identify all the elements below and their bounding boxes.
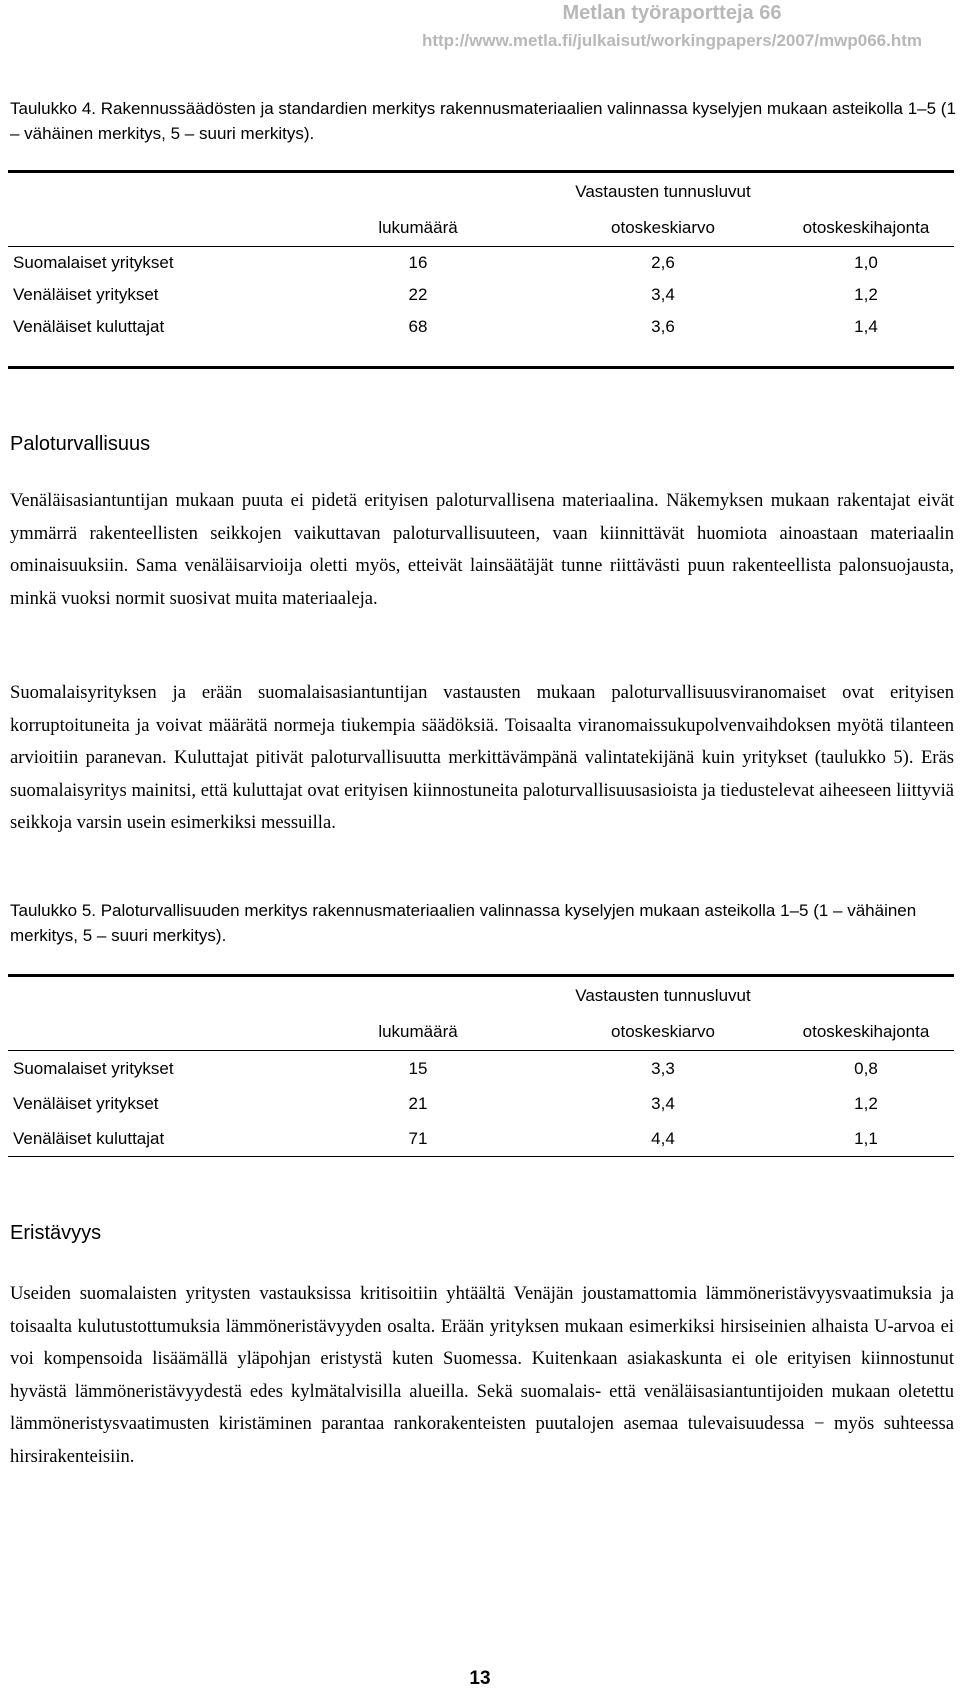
cell-otoskeskiarvo: 2,6 <box>651 253 675 272</box>
table5-header-row <box>8 1014 954 1051</box>
cell-lukumaara: 71 <box>408 1129 428 1148</box>
page-header <box>422 0 922 52</box>
table4-col-otoskeskiarvo: otoskeskiarvo <box>611 218 715 237</box>
cell-otoskeskiarvo: 3,4 <box>651 285 675 304</box>
table4 <box>8 174 954 343</box>
paragraph: Suomalaisyrityksen ja erään suomalaisasiantuntijan vastausten mukaan paloturvallisuusviranomaiset ovat erityisen korruptoituneita ja voivat määrätä normeja tiukempia säädöksiä. Toisaalta viranomaissukupolvenvaihdoksen myötä tilanteen arvioitiin paranevan. Kuluttajat pitivät paloturvallisuutta merkittävämpänä valintatekijänä kuin yritykset (taulukko 5). Eräs suomalaisyritys mainitsi, että kuluttajat ovat erityisen kiinnostuneita paloturvallisuusasioista ja tiedustelevat aiheeseen liittyviä seikkoja varsin usein esimerkiksi messuilla. <box>10 682 954 833</box>
table-row <box>8 1121 954 1157</box>
cell-otoskeskiarvo: 3,4 <box>651 1094 675 1113</box>
cell-lukumaara: 15 <box>408 1059 428 1078</box>
section-heading-eristavyys: Eristävyys <box>10 1222 102 1244</box>
cell-otoskeskihajonta: 0,8 <box>854 1059 878 1078</box>
paragraph: Venäläisasiantuntijan mukaan puuta ei pidetä erityisen paloturvallisena materiaalina. Näkemyksen mukaan rakentajat eivät ymmärrä rakenteellisten seikkojen vaikuttavan paloturvallisuuteen, vaan kiinnittävät huomiota ainoastaan materiaalin ominaisuuksiin. Sama venäläisarvioija oletti myös, etteivät lainsäätäjät tunne riittävästi puun rakenteellista palonsuojausta, minkä vuoksi normit suosivat muita materiaaleja. <box>10 490 954 609</box>
row-label: Venäläiset yritykset <box>13 1094 159 1113</box>
table4-header-row <box>8 210 954 247</box>
table5-col-otoskeskiarvo: otoskeskiarvo <box>611 1022 715 1041</box>
cell-otoskeskiarvo: 3,6 <box>651 317 675 336</box>
table5-top-rule <box>8 974 954 977</box>
table-row <box>8 279 954 311</box>
cell-otoskeskihajonta: 1,4 <box>854 317 878 336</box>
row-label: Suomalaiset yritykset <box>13 1059 174 1078</box>
cell-lukumaara: 21 <box>408 1094 428 1113</box>
cell-otoskeskihajonta: 1,2 <box>854 285 878 304</box>
series-title: Metlan työraportteja 66 <box>562 2 782 24</box>
table4-top-rule <box>8 170 954 173</box>
cell-otoskeskihajonta: 1,0 <box>854 253 878 272</box>
table4-group-header-row <box>8 174 954 210</box>
cell-otoskeskihajonta: 1,2 <box>854 1094 878 1113</box>
table5-caption: Taulukko 5. Paloturvallisuuden merkitys rakennusmateriaalien valinnassa kyselyjen mukaan asteikolla 1–5 (1 – vähäinen merkitys, 5 – suuri merkitys). <box>10 901 917 945</box>
table4-caption: Taulukko 4. Rakennussäädösten ja standardien merkitys rakennusmateriaalien valinnassa kyselyjen mukaan asteikolla 1–5 (1 – vähäinen merkitys, 5 – suuri merkitys). <box>10 99 956 143</box>
table4-col-otoskeskihajonta: otoskeskihajonta <box>802 218 930 237</box>
table-row <box>8 1051 954 1086</box>
row-label: Venäläiset kuluttajat <box>13 317 165 336</box>
cell-otoskeskiarvo: 4,4 <box>651 1129 675 1148</box>
paragraph: Useiden suomalaisten yritysten vastauksissa kritisoitiin yhtäältä Venäjän joustamattomia lämmöneristävyysvaatimuksia ja toisaalta kulutustottumuksia lämmöneristävyyden osalta. Erään yrityksen mukaan esimerkiksi hirsiseinien alhaista U-arvoa ei voi kompensoida lisäämällä yläpohjan eristystä kuten Suomessa. Kuitenkaan asiakaskunta ei ole erityisen kiinnostunut hyvästä lämmöneristävyydestä edes kylmätalvisilla alueilla. Sekä suomalais- että venäläisasiantuntijoiden mukaan oletettu lämmöneristysvaatimusten kiristäminen parantaa rankorakenteisten puutalojen asemaa tulevaisuudessa − myös suhteessa hirsirakenteisiin. <box>10 1283 954 1467</box>
row-label: Venäläiset kuluttajat <box>13 1129 165 1148</box>
table5-col-lukumaara: lukumäärä <box>378 1022 458 1041</box>
table4-bottom-rule <box>8 366 954 369</box>
table-row <box>8 1086 954 1121</box>
cell-otoskeskihajonta: 1,1 <box>854 1129 878 1148</box>
row-label: Venäläiset yritykset <box>13 285 159 304</box>
series-url: http://www.metla.fi/julkaisut/workingpapers/2007/mwp066.htm <box>421 31 922 50</box>
section-heading-paloturvallisuus: Paloturvallisuus <box>10 433 151 455</box>
table5-group-header: Vastausten tunnusluvut <box>575 986 751 1005</box>
page-number: 13 <box>469 1668 491 1689</box>
row-label: Suomalaiset yritykset <box>13 253 174 272</box>
table5 <box>8 978 954 1157</box>
table5-col-otoskeskihajonta: otoskeskihajonta <box>802 1022 930 1041</box>
table4-group-header: Vastausten tunnusluvut <box>575 182 751 201</box>
table5-group-header-row <box>8 978 954 1014</box>
cell-otoskeskiarvo: 3,3 <box>651 1059 675 1078</box>
table-row <box>8 311 954 343</box>
table-row <box>8 247 954 279</box>
cell-lukumaara: 68 <box>408 317 428 336</box>
cell-lukumaara: 22 <box>408 285 428 304</box>
cell-lukumaara: 16 <box>408 253 428 272</box>
table4-col-lukumaara: lukumäärä <box>378 218 458 237</box>
